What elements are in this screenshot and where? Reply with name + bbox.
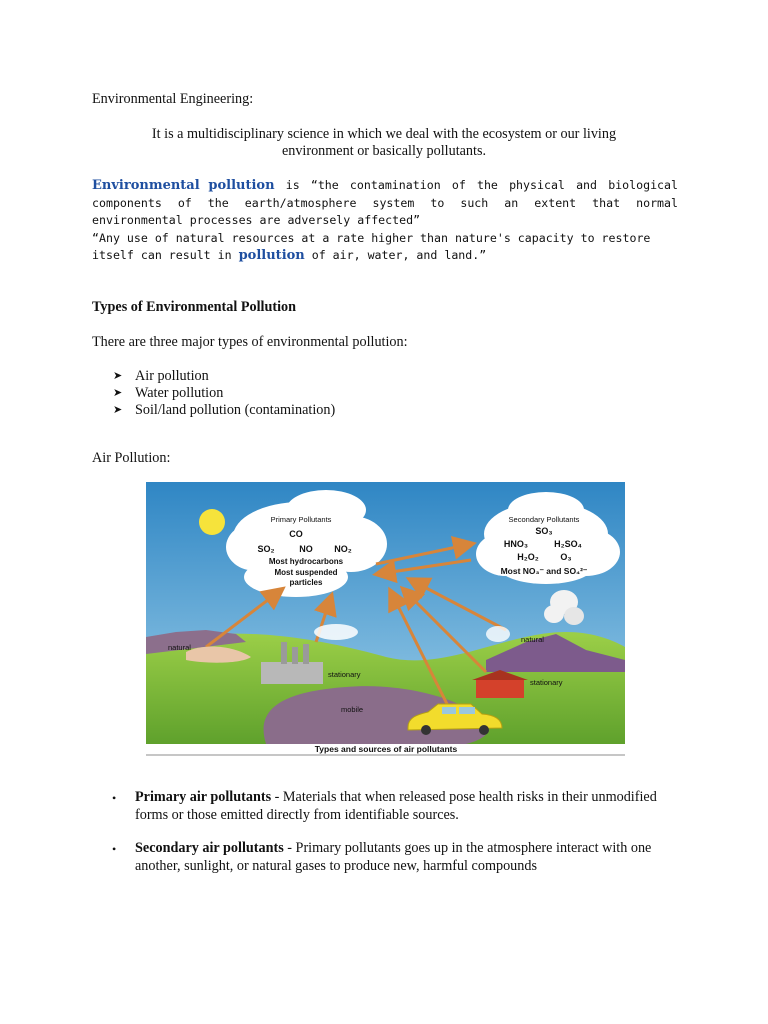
secondary-item-hno3: HNO₃ [503, 539, 529, 549]
pollution-types-list [113, 368, 335, 420]
secondary-item-h2o2: H₂O₂ [517, 552, 539, 562]
types-intro: There are three major types of environmental pollution: [92, 334, 408, 350]
bullet-text: - Materials that when released pose health risks in their unmodified forms or those emitted directly from identifiable sources. [135, 789, 657, 823]
primary-item-so2: SO₂ [257, 544, 275, 554]
secondary-item-h2so4: H₂SO₄ [554, 539, 582, 549]
source-label-stationary-right: stationary [530, 678, 563, 687]
intro-line-1: It is a multidisciplinary science in which we deal with the ecosystem or our living [151, 126, 617, 142]
list-item: ➤ Soil/land pollution (contamination) [113, 402, 336, 419]
intro-paragraph [120, 126, 648, 160]
definition-term-2: pollution [238, 248, 305, 263]
secondary-item-o3: O₃ [560, 552, 572, 562]
bullet-dot-icon: • [112, 842, 117, 856]
primary-item-hydrocarbons: Most hydrocarbons [268, 557, 344, 566]
bullet-dot-icon: • [112, 791, 117, 805]
definition-term: Environmental pollution [92, 178, 275, 193]
bullet-term: Primary air pollutants [135, 789, 272, 805]
primary-item-co: CO [289, 529, 303, 539]
bullet-term: Secondary air pollutants [135, 840, 284, 856]
primary-item-particles: particles [289, 578, 323, 587]
source-label-natural-left: natural [168, 643, 191, 652]
pollution-definition [92, 177, 678, 265]
definition-quote-prefix: “Any use of natural resources at a rate higher than nature's capacity to restore itself can result in [92, 230, 651, 262]
list-item [112, 840, 672, 875]
secondary-item-so3: SO₃ [535, 526, 553, 536]
air-pollution-label: Air Pollution: [92, 450, 171, 466]
secondary-title: Secondary Pollutants [508, 515, 580, 524]
intro-line-2: environment or basically pollutants. [281, 143, 487, 159]
definition-quote-suffix: of air, water, and land.” [304, 248, 487, 262]
smoke-puff [486, 626, 510, 642]
arrow-bullet-icon: ➤ [113, 404, 123, 417]
source-label-mobile: mobile [341, 705, 364, 714]
primary-item-no2: NO₂ [334, 544, 352, 554]
types-section-title: Types of Environmental Pollution [92, 299, 297, 315]
air-pollutants-figure [146, 482, 625, 757]
primary-item-suspended: Most suspended [274, 568, 338, 577]
arrow-bullet-icon: ➤ [113, 370, 123, 382]
primary-title: Primary Pollutants [270, 515, 332, 524]
document-heading: Environmental Engineering: [92, 91, 254, 107]
secondary-item-no3-so4: Most NO₃⁻ and SO₄²⁻ [500, 566, 588, 576]
arrow-bullet-icon: ➤ [113, 387, 123, 400]
list-item: ➤ Water pollution [113, 385, 224, 402]
primary-item-no: NO [299, 544, 313, 554]
list-item [112, 789, 672, 824]
source-label-natural-right: natural [521, 635, 544, 644]
source-label-stationary-left: stationary [328, 670, 361, 679]
bullet-text: - Primary pollutants goes up in the atmosphere interact with one another, sunlight, or natural gases to produce new, harmful compounds [135, 840, 652, 874]
definition-text: is “the contamination of the physical and biological components of the earth/atmosphere system to such an extent that normal environmental processes are adversely affected” [92, 178, 678, 227]
pollutant-definitions-list [112, 789, 672, 891]
list-item: ➤ Air pollution [113, 368, 209, 384]
figure-caption: Types and sources of air pollutants [314, 744, 458, 754]
sun-icon [199, 509, 225, 535]
